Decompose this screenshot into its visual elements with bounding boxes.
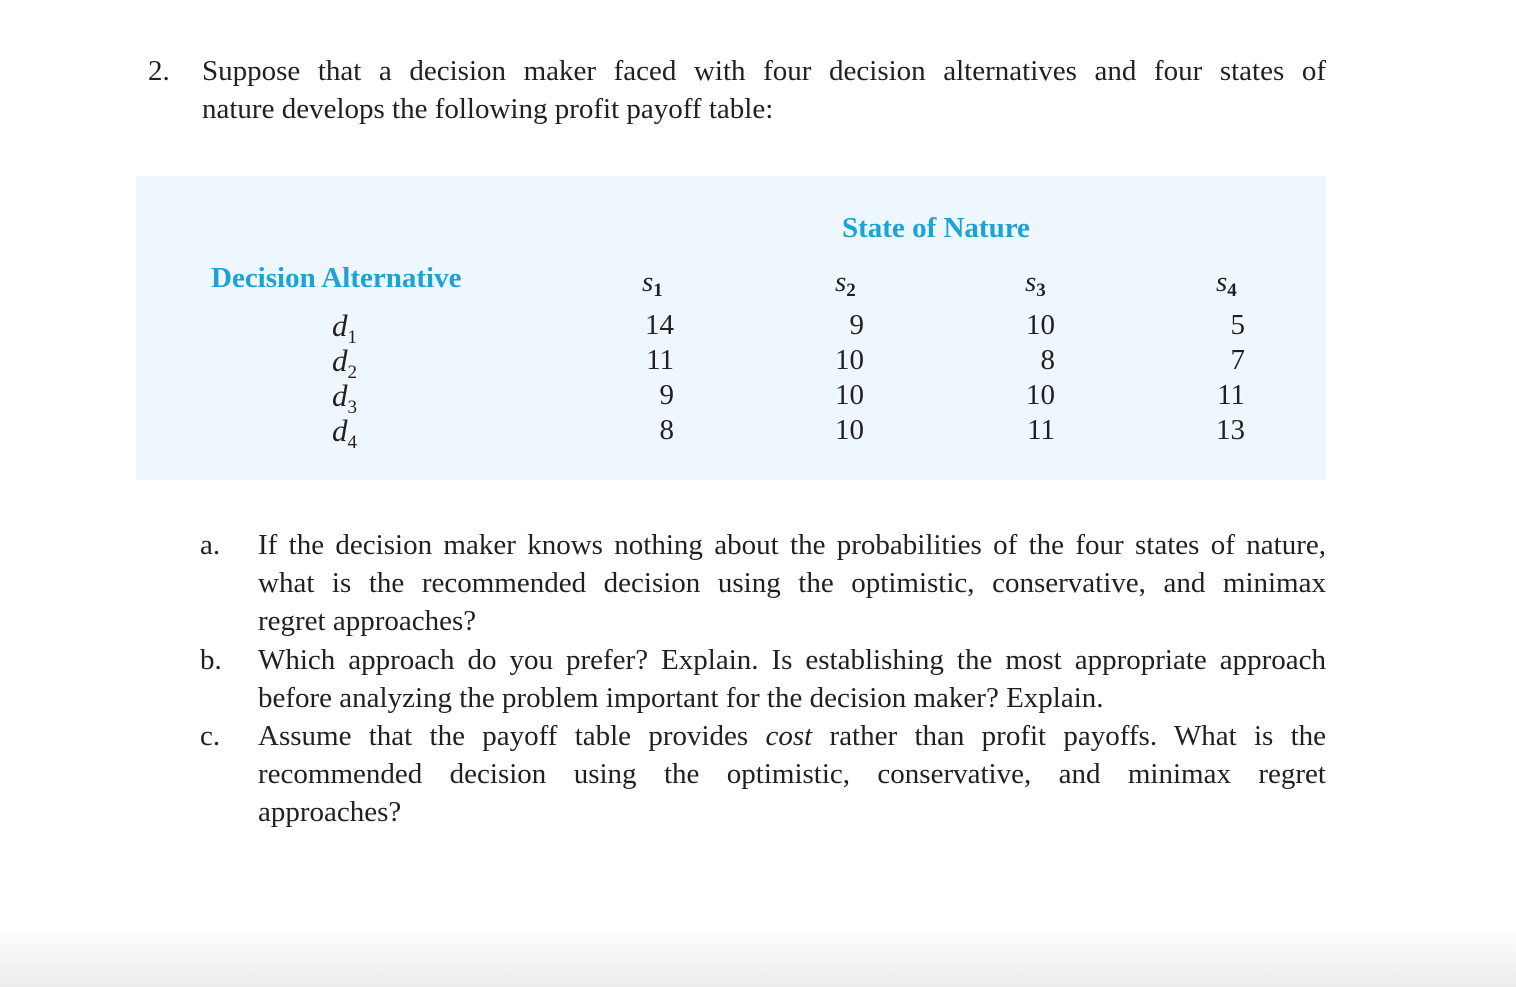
payoff-table (136, 176, 1326, 480)
cell-d3-s3: 10 (1026, 379, 1055, 411)
problem-number: 2. (148, 55, 170, 87)
question-b (258, 641, 1326, 717)
state-of-nature-heading: State of Nature (842, 212, 1030, 244)
question-b-line-2: before analyzing the problem important for the decision maker? Explain. (258, 682, 1104, 714)
problem-statement-line-1: Suppose that a decision maker faced with four decision alternatives and four states of (202, 55, 1326, 87)
cell-d4-s2: 10 (835, 414, 864, 446)
question-a-line-2: what is the recommended decision using the optimistic, conservative, and minimax (258, 567, 1326, 599)
question-c (258, 717, 1326, 831)
question-b-line-1: Which approach do you prefer? Explain. Is establishing the most appropriate approach (258, 644, 1326, 676)
problem-statement (202, 52, 1326, 128)
question-c-emphasis: cost (765, 720, 813, 752)
row-label-d1: $d_1$ (332, 308, 357, 348)
problem-statement-line-2: nature develops the following profit payoff table: (202, 93, 774, 125)
cell-d3-s4: 11 (1217, 379, 1245, 411)
cell-d1-s3: 10 (1026, 309, 1055, 341)
row-label-d2: $d_2$ (332, 343, 357, 383)
cell-d1-s1: 14 (645, 309, 674, 341)
cell-d1-s2: 9 (849, 309, 864, 341)
question-a-letter: a. (200, 529, 221, 561)
cell-d2-s2: 10 (835, 344, 864, 376)
question-c-line-1-start: Assume that the payoff table provides (258, 720, 749, 752)
question-a-line-1: If the decision maker knows nothing about the probabilities of the four states of nature, (258, 529, 1326, 561)
question-c-line-2: recommended decision using the optimistic, conservative, and minimax regret (258, 758, 1326, 790)
question-c-letter: c. (200, 720, 221, 752)
row-label-d3: $d_3$ (332, 378, 357, 418)
question-c-line-1 (258, 717, 1326, 755)
column-header-s4: $s_4$ (1216, 266, 1237, 301)
cell-d3-s1: 9 (659, 379, 674, 411)
cell-d2-s4: 7 (1230, 344, 1245, 376)
row-label-d4: $d_4$ (332, 413, 357, 453)
cell-d1-s4: 5 (1230, 309, 1245, 341)
column-header-s1: $s_1$ (642, 266, 663, 301)
cell-d3-s2: 10 (835, 379, 864, 411)
question-a (258, 526, 1326, 640)
column-header-s2: $s_2$ (835, 266, 856, 301)
column-header-s3: $s_3$ (1025, 266, 1046, 301)
question-c-line-3: approaches? (258, 796, 402, 828)
cell-d2-s1: 11 (646, 344, 674, 376)
decision-alternative-heading: Decision Alternative (211, 262, 462, 294)
cell-d4-s4: 13 (1216, 414, 1245, 446)
cell-d4-s3: 11 (1027, 414, 1055, 446)
question-c-line-1-end: rather than profit payoffs. What is the (829, 720, 1327, 752)
question-b-letter: b. (200, 644, 222, 676)
question-a-line-3: regret approaches? (258, 605, 477, 637)
bottom-fade (0, 927, 1516, 987)
cell-d2-s3: 8 (1040, 344, 1055, 376)
cell-d4-s1: 8 (659, 414, 674, 446)
